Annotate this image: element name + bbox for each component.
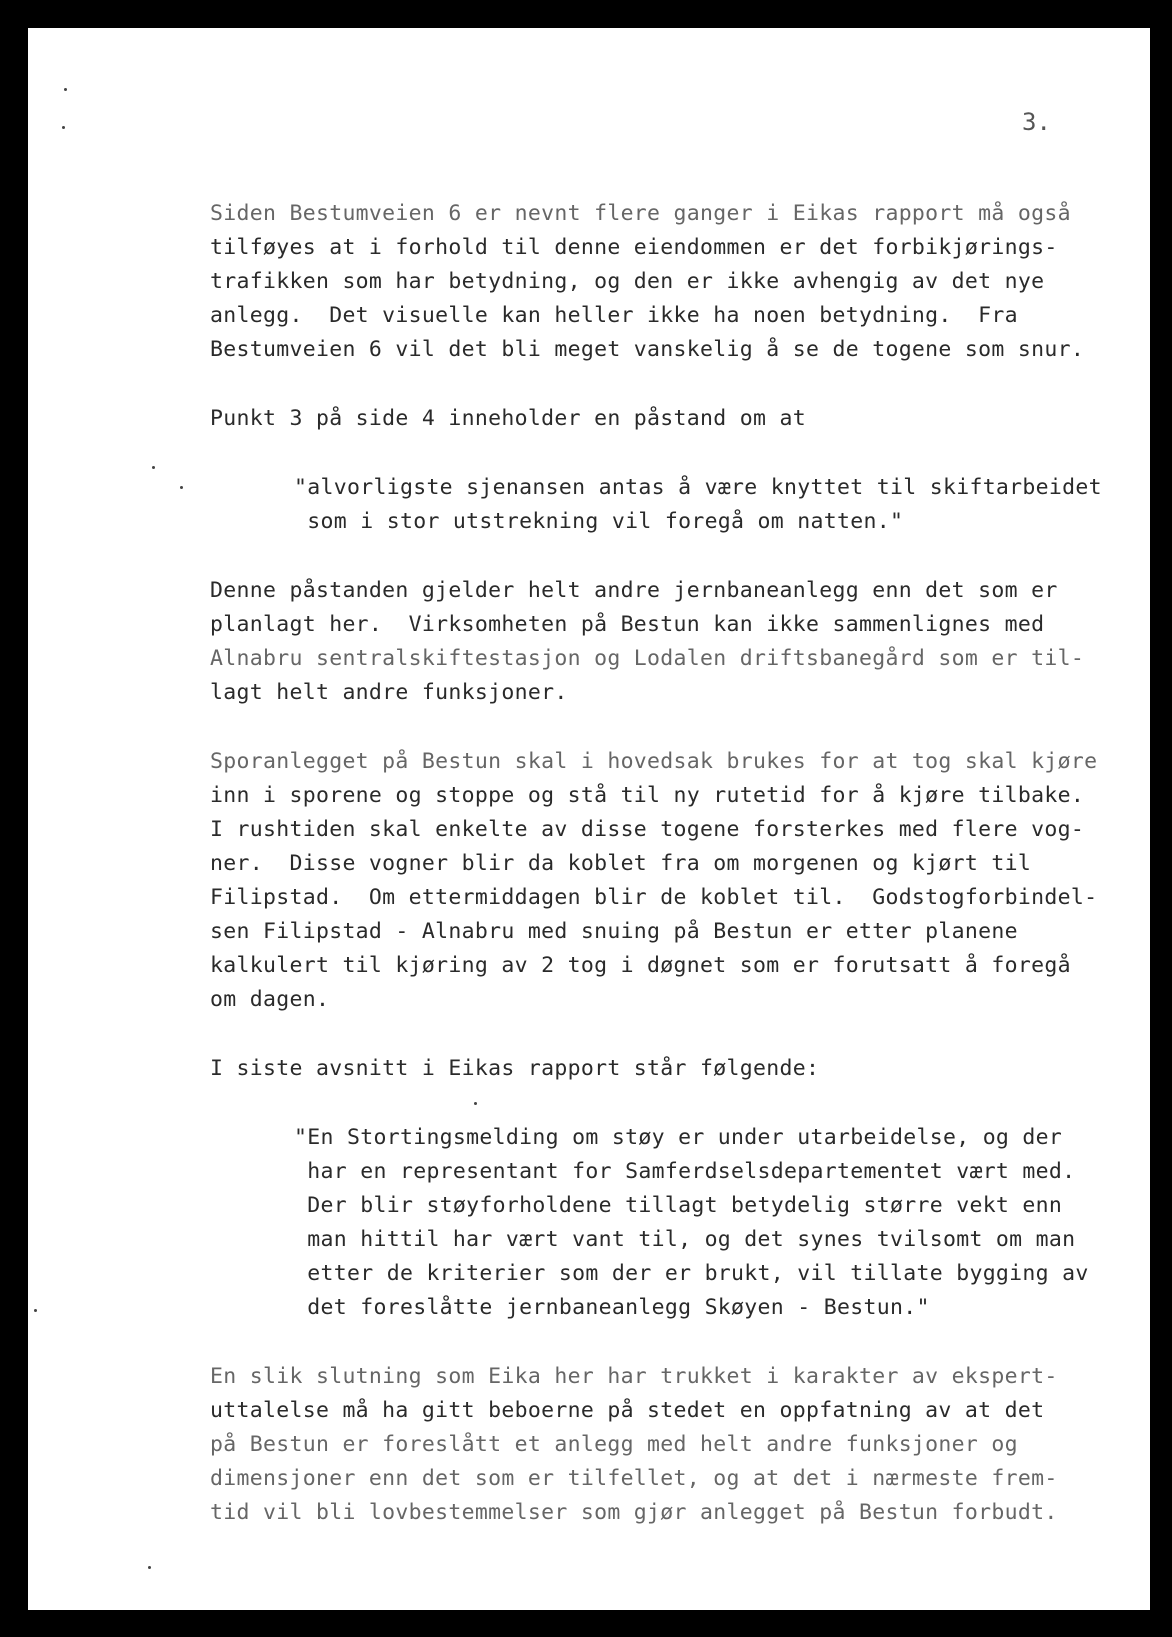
body-line: En slik slutning som Eika her har trukket i karakter av ekspert- [210,1364,1058,1389]
body-line: inn i sporene og stoppe og stå til ny rutetid for å kjøre tilbake. [210,783,1085,808]
margin-speck [64,88,67,91]
quote-line: som i stor utstrekning vil foregå om natten." [294,509,904,534]
quote-line: etter de kriterier som der er brukt, vil tillate bygging av [294,1261,1089,1286]
body-line: I siste avsnitt i Eikas rapport står følgende: [210,1056,820,1081]
body-line: uttalelse må ha gitt beboerne på stedet en oppfatning av at det [210,1398,1045,1423]
body-line: lagt helt andre funksjoner. [210,680,568,705]
quote-line: man hittil har vært vant til, og det synes tvilsomt om man [294,1227,1076,1252]
body-line: Bestumveien 6 vil det bli meget vanskelig å se de togene som snur. [210,337,1085,362]
margin-speck [34,1309,37,1312]
body-line: om dagen. [210,987,330,1012]
quote-line: "En Stortingsmelding om støy er under utarbeidelse, og der [294,1125,1063,1150]
body-line: Punkt 3 på side 4 inneholder en påstand om at [210,406,806,431]
quote-line: Der blir støyforholdene tillagt betydelig større vekt enn [294,1193,1063,1218]
margin-speck [474,1102,477,1105]
margin-speck [152,466,155,469]
body-line: trafikken som har betydning, og den er ikke avhengig av det nye [210,269,1045,294]
quote-line: har en representant for Samferdselsdepartementet vært med. [294,1159,1076,1184]
body-line: tilføyes at i forhold til denne eiendommen er det forbikjørings- [210,235,1058,260]
body-line: dimensjoner enn det som er tilfellet, og at det i nærmeste frem- [210,1466,1058,1491]
body-line: tid vil bli lovbestemmelser som gjør anlegget på Bestun forbudt. [210,1500,1058,1525]
body-line: sen Filipstad - Alnabru med snuing på Bestun er etter planene [210,919,1018,944]
body-line: kalkulert til kjøring av 2 tog i døgnet som er forutsatt å foregå [210,953,1071,978]
body-line: Sporanlegget på Bestun skal i hovedsak brukes for at tog skal kjøre [210,749,1098,774]
quote-line: det foreslåtte jernbaneanlegg Skøyen - Bestun." [294,1295,930,1320]
body-line: Denne påstanden gjelder helt andre jernbaneanlegg enn det som er [210,578,1058,603]
body-line: planlagt her. Virksomheten på Bestun kan ikke sammenlignes med [210,612,1045,637]
body-line: anlegg. Det visuelle kan heller ikke ha noen betydning. Fra [210,303,1018,328]
page-number: 3. [1022,108,1051,136]
quote-line: "alvorligste sjenansen antas å være knyttet til skiftarbeidet [294,475,1102,500]
margin-speck [180,486,183,489]
body-line: ner. Disse vogner blir da koblet fra om morgenen og kjørt til [210,851,1032,876]
body-line: på Bestun er foreslått et anlegg med helt andre funksjoner og [210,1432,1018,1457]
margin-speck [62,126,65,129]
body-line: Alnabru sentralskiftestasjon og Lodalen driftsbanegård som er til- [210,646,1085,671]
body-line: I rushtiden skal enkelte av disse togene forsterkes med flere vog- [210,817,1085,842]
margin-speck [148,1566,151,1569]
body-line: Filipstad. Om ettermiddagen blir de koblet til. Godstogforbindel- [210,885,1098,910]
body-line: Siden Bestumveien 6 er nevnt flere ganger i Eikas rapport må også [210,201,1071,226]
